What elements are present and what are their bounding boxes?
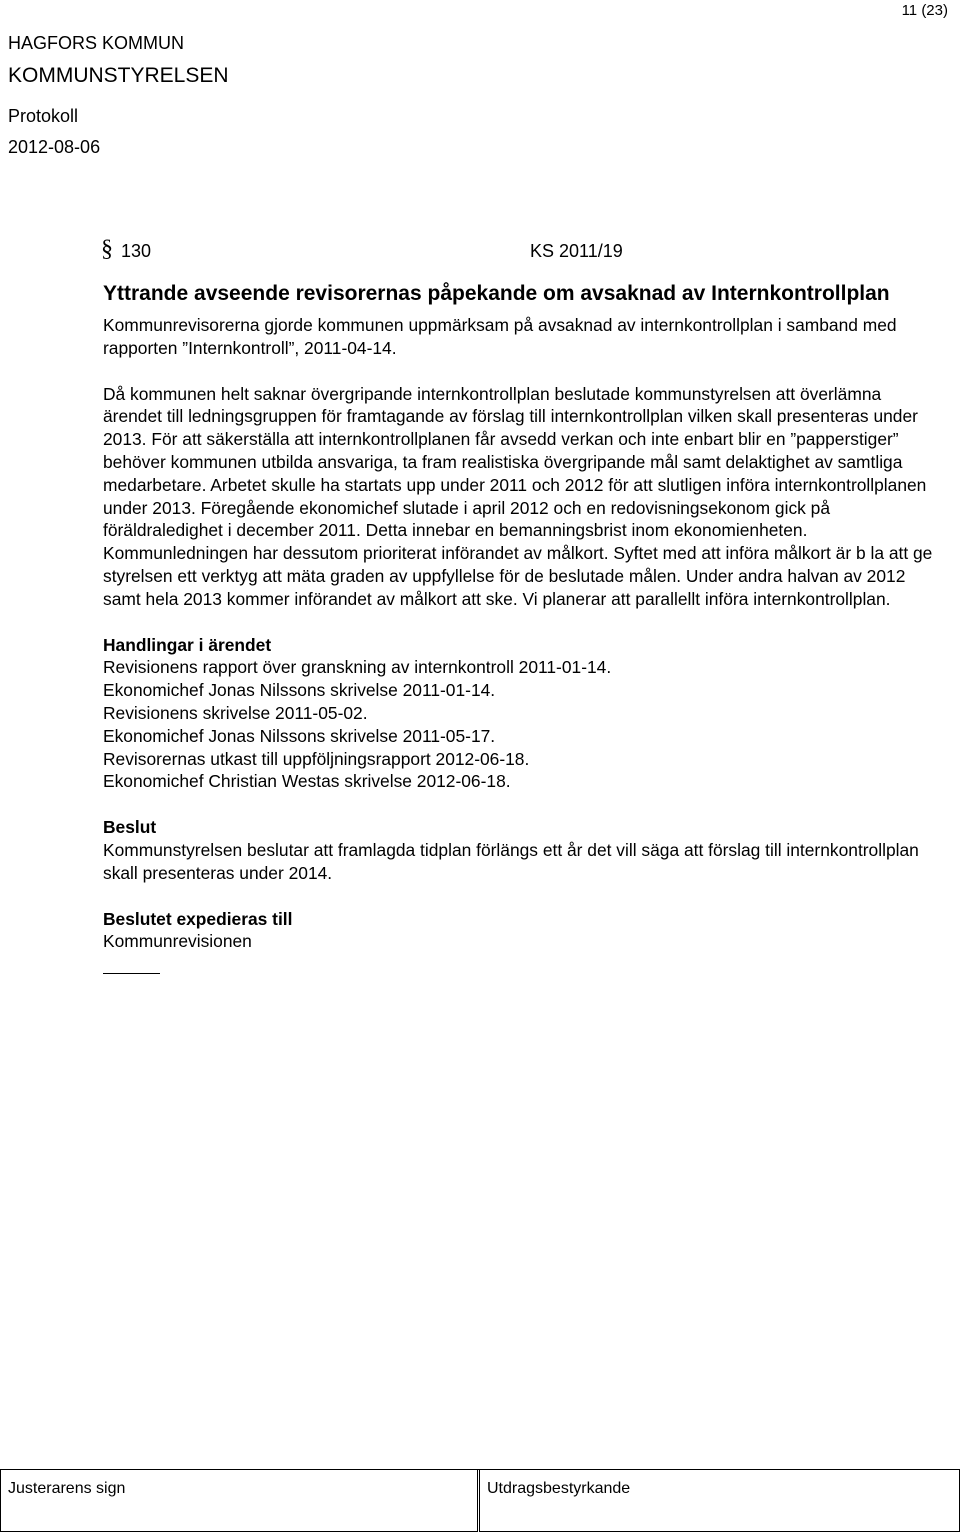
case-number: KS 2011/19 <box>530 241 623 261</box>
organization-name: HAGFORS KOMMUN <box>8 33 185 53</box>
paragraph-title: Yttrande avseende revisorernas påpekande om avsaknad av Internkontrollplan <box>103 282 890 305</box>
list-item: Ekonomichef Jonas Nilssons skrivelse 2011-01-14. <box>103 680 496 701</box>
document-type: Protokoll <box>8 106 79 126</box>
distribution-recipient: Kommunrevisionen <box>103 931 252 952</box>
section-sign: § <box>101 236 113 262</box>
intro-text: Kommunrevisorerna gjorde kommunen uppmärksam på avsaknad av internkontrollplan i samband med rapporten ”Internkontroll”, 2011-04-14. <box>103 315 897 358</box>
paragraph-number: 130 <box>121 241 152 261</box>
list-item: Revisorernas utkast till uppföljningsrapport 2012-06-18. <box>103 748 530 769</box>
decision-text: Kommunstyrelsen beslutar att framlagda tidplan förlängs ett år det vill säga att förslag till internkontrollplan skall presenteras under 2014. <box>103 839 919 883</box>
body-text: Då kommunen helt saknar övergripande internkontrollplan beslutade kommunstyrelsen att överlämna ärendet till ledningsgruppen för framtagande av förslag till internkontrollplan vilken skall presenteras under 2013. För att säkerställa att internkontrollplanen får avsedd verkan och inte enbart blir en ”papperstiger” behöver kommunen utbilda ansvariga, ta fram realistiska övergripande mål samt delaktighet av samtliga medarbetare. Arbetet skulle ha startats upp under 2011 och 2012 för att slutligen införa internkontrollplanen under 2013. Föregående ekonomichef slutade i april 2012 och en redovisningsekonom gick på föräldraledighet i december 2011. Detta innebar en bemanningsbrist inom ekonomienheten. Kommunledningen har dessutom prioriterat införandet av målkort. Syftet med att införa målkort är b la att ge styrelsen ett verktyg att mäta graden av uppfyllelse för de beslutade målen. Under andra halvan av 2012 samt hela 2013 kommer införandet av målkort att ske. Vi planerar att parallellt införa internkontrollplan. <box>103 383 933 609</box>
documents-list <box>103 656 943 793</box>
documents-heading: Handlingar i ärendet <box>103 634 272 655</box>
distribution-heading: Beslutet expedieras till <box>103 908 293 929</box>
list-item: Ekonomichef Jonas Nilssons skrivelse 2011-05-17. <box>103 725 496 746</box>
decision-heading: Beslut <box>103 817 157 838</box>
list-item: Revisionens skrivelse 2011-05-02. <box>103 702 368 723</box>
decision-section <box>103 816 943 884</box>
extract-certification-label: Utdragsbestyrkande <box>487 1480 631 1497</box>
distribution-section <box>103 908 943 954</box>
adjuster-signature-label: Justerarens sign <box>8 1480 126 1497</box>
list-item: Revisionens rapport över granskning av internkontroll 2011-01-14. <box>103 657 612 678</box>
page-number: 11 (23) <box>901 2 948 19</box>
adjuster-signature-box <box>0 1469 478 1532</box>
paragraph-content <box>103 281 943 974</box>
end-rule <box>103 973 160 974</box>
extract-certification-box <box>479 1469 960 1532</box>
board-name: KOMMUNSTYRELSEN <box>8 64 229 87</box>
meeting-date: 2012-08-06 <box>8 137 101 157</box>
list-item: Ekonomichef Christian Westas skrivelse 2012-06-18. <box>103 771 511 792</box>
